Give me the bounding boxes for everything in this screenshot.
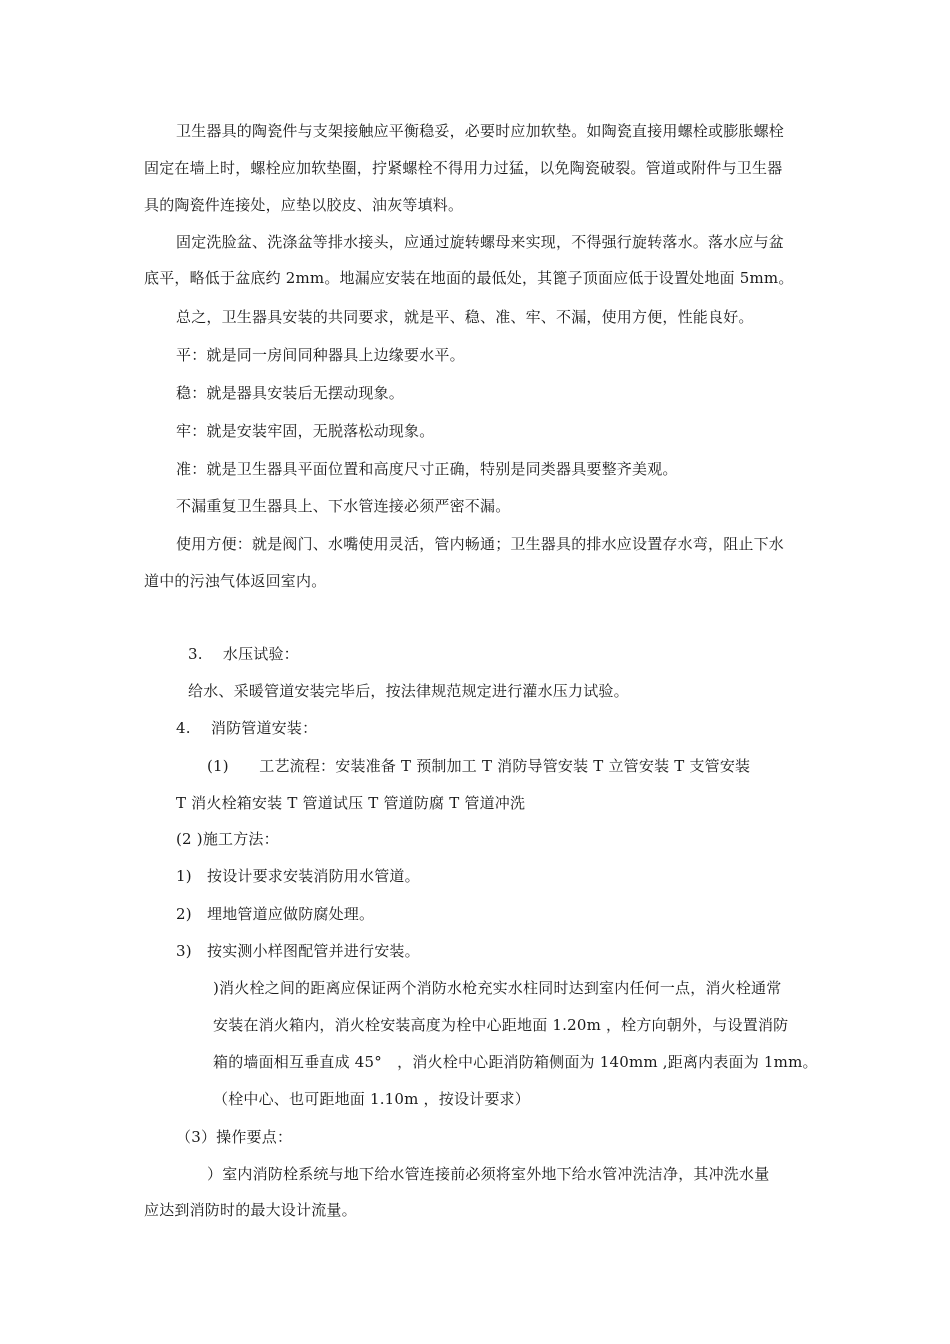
text-line: 底平，略低于盆底约 2mm。地漏应安装在地面的最低处，其篦子顶面应低于设置处地面 5mm。 [144,269,794,287]
section-heading: 3. 水压试验： [188,645,299,663]
text-line: 平：就是同一房间同种器具上边缘要水平。 [176,346,465,364]
text-line: 稳：就是器具安装后无摆动现象。 [176,384,405,402]
text-line: 应达到消防时的最大设计流量。 [144,1201,357,1219]
subsection-heading: (2 )施工方法： [176,830,279,848]
list-item: 3) 按实测小样图配管并进行安装。 [176,942,420,960]
subsection-heading: （3）操作要点： [176,1128,293,1146]
text-line: 使用方便：就是阀门、水嘴使用灵活，管内畅通；卫生器具的排水应设置存水弯，阻止下水 [176,535,785,553]
text-line: )消火栓之间的距离应保证两个消防水枪充实水柱同时达到室内任何一点，消火栓通常 [213,979,782,997]
text-line: T 消火栓箱安装 T 管道试压 T 管道防腐 T 管道冲洗 [176,794,526,812]
list-item: 2) 埋地管道应做防腐处理。 [176,905,375,923]
text-line: 不漏重复卫生器具上、下水管连接必须严密不漏。 [176,497,511,515]
list-item: 1) 按设计要求安装消防用水管道。 [176,867,420,885]
text-line: 安装在消火箱内，消火栓安装高度为栓中心距地面 1.20m ，栓方向朝外，与设置消防 [213,1016,789,1034]
text-line: 给水、采暖管道安装完毕后，按法律规范规定进行灌水压力试验。 [188,682,629,700]
text-line: 总之，卫生器具安装的共同要求，就是平、稳、准、牢、不漏，使用方便，性能良好。 [176,308,754,326]
text-line: ）室内消防栓系统与地下给水管连接前必须将室外地下给水管冲洗洁净，其冲洗水量 [207,1165,770,1183]
text-line: 固定洗脸盆、洗涤盆等排水接头，应通过旋转螺母来实现，不得强行旋转落水。落水应与盆 [176,233,785,251]
section-heading: 4. 消防管道安装： [176,719,318,737]
text-line: 卫生器具的陶瓷件与支架接触应平衡稳妥，必要时应加软垫。如陶瓷直接用螺栓或膨胀螺栓 [176,122,785,140]
text-line: （栓中心、也可距地面 1.10m ，按设计要求） [213,1090,530,1108]
text-line: 具的陶瓷件连接处，应垫以胶皮、油灰等填料。 [144,196,464,214]
text-line: 箱的墙面相互垂直成 45° ，消火栓中心距消防箱侧面为 140mm ,距离内表面为 1mm。 [213,1053,818,1071]
text-line: 固定在墙上时，螺栓应加软垫圈，拧紧螺栓不得用力过猛，以免陶瓷破裂。管道或附件与卫生器 [144,159,783,177]
text-line: 道中的污浊气体返回室内。 [144,572,327,590]
text-line: (1) 工艺流程：安装准备 T 预制加工 T 消防导管安装 T 立管安装 T 支管安装 [207,757,751,775]
text-line: 牢：就是安装牢固，无脱落松动现象。 [176,422,435,440]
text-line: 准：就是卫生器具平面位置和高度尺寸正确，特别是同类器具要整齐美观。 [176,460,678,478]
